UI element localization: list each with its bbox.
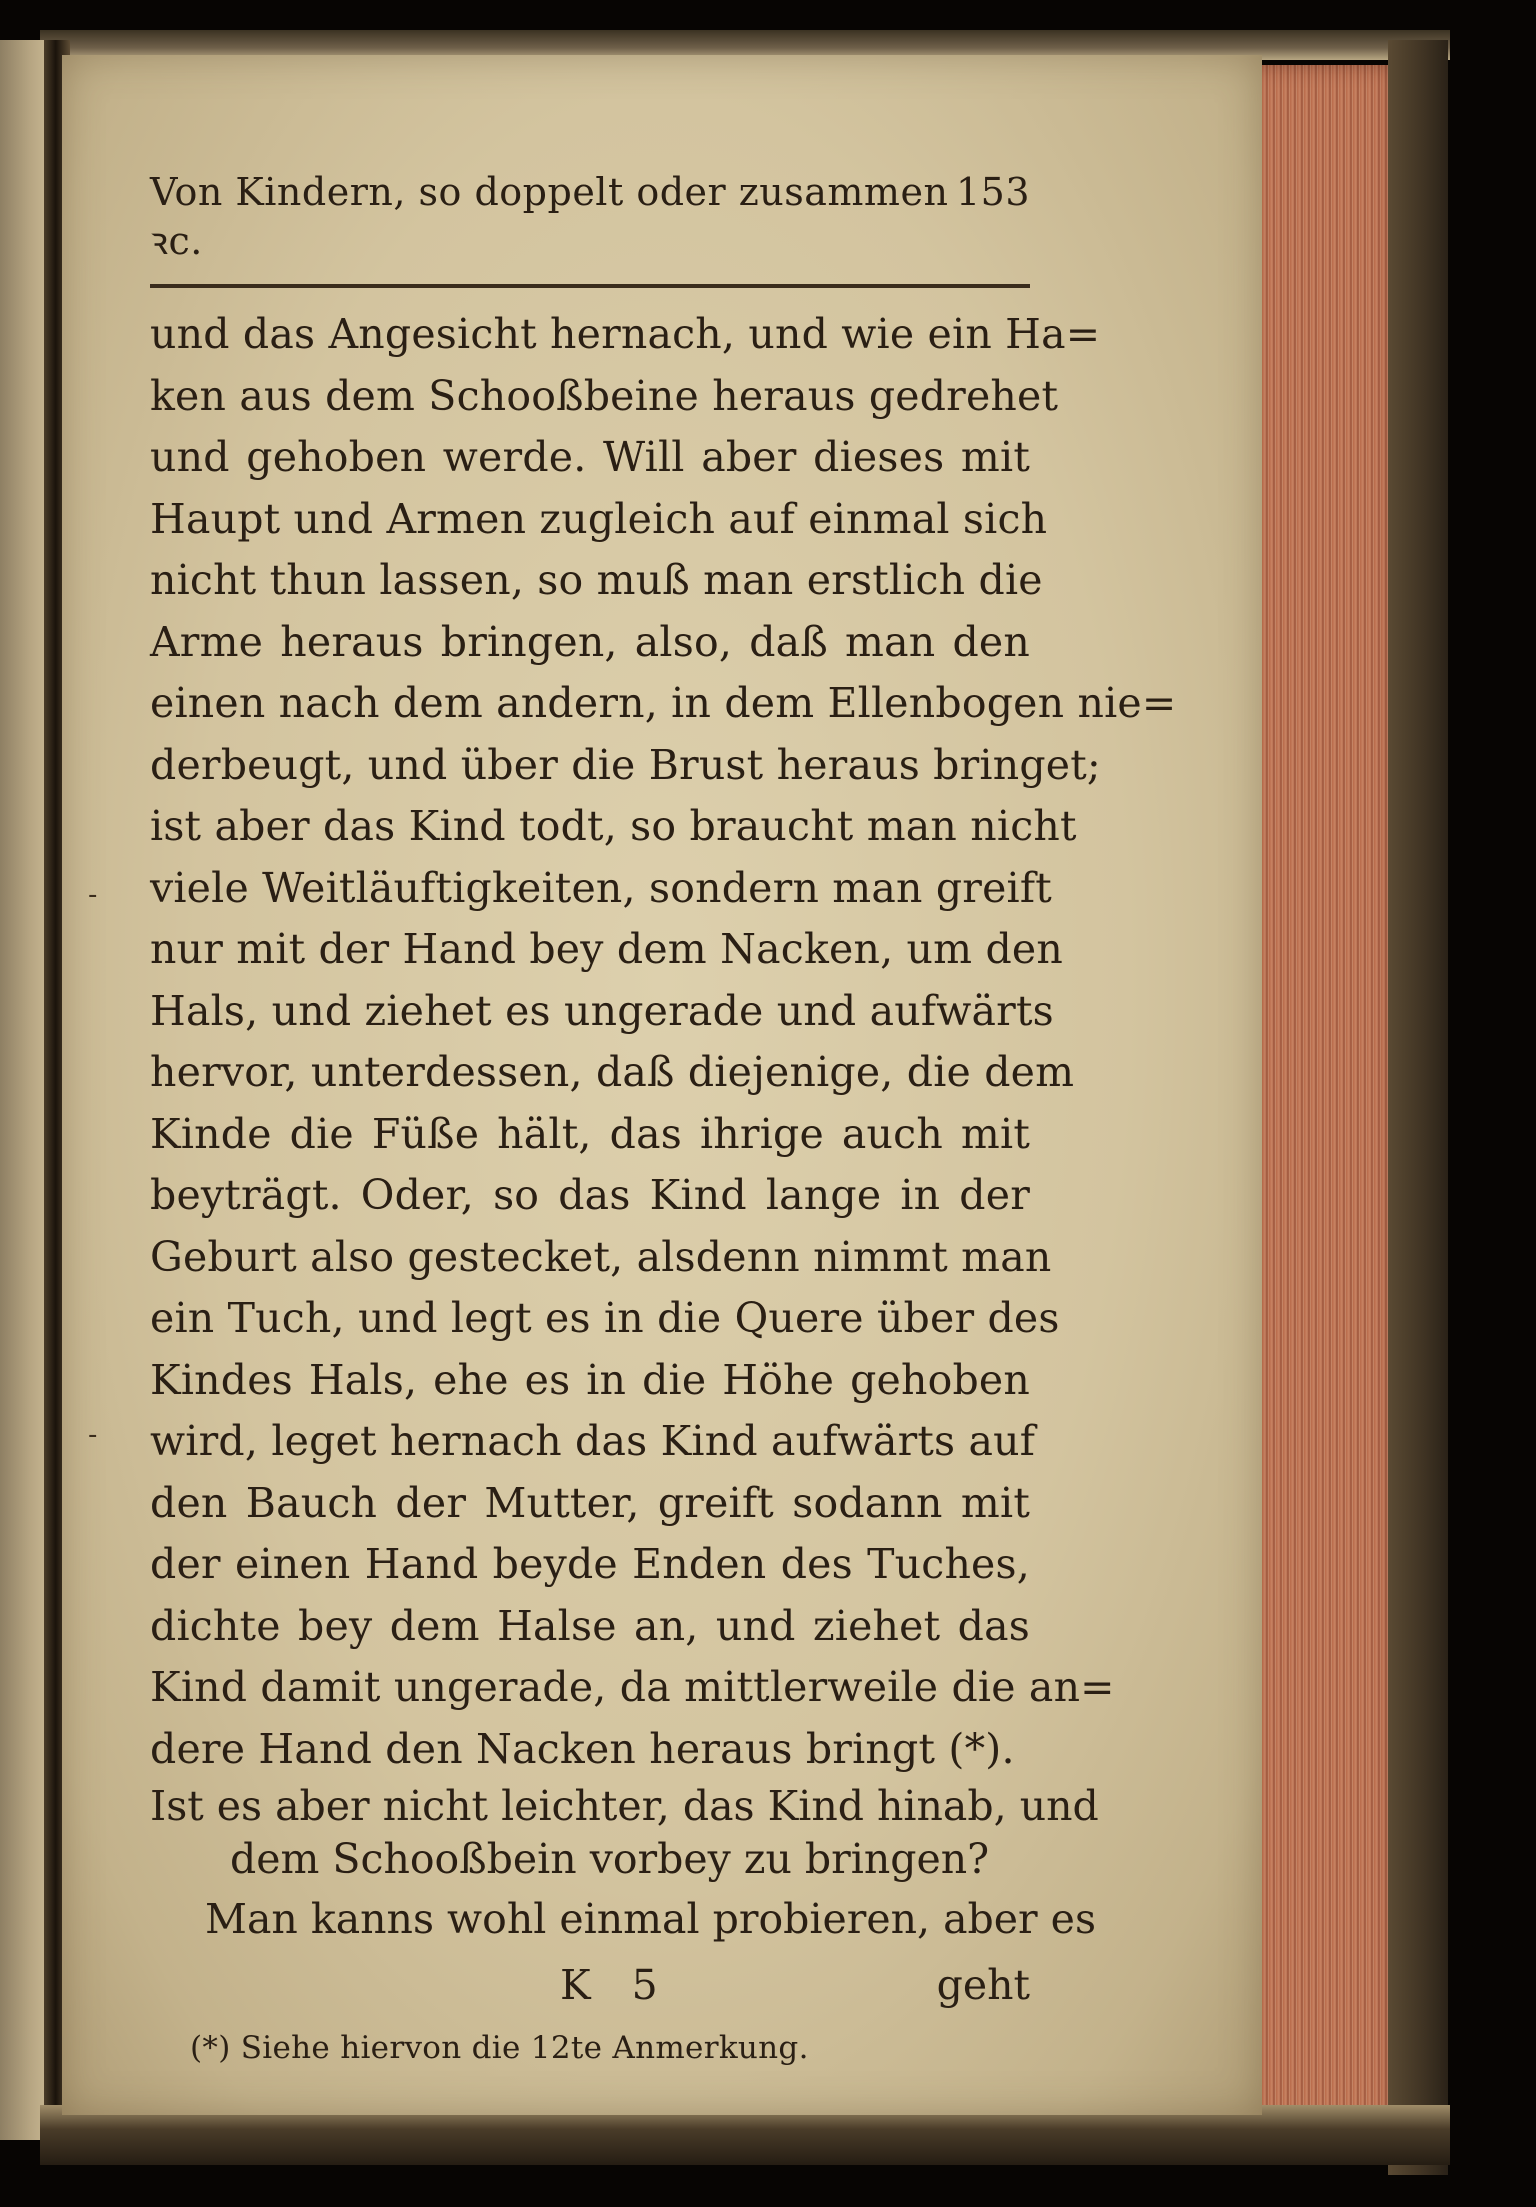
text-line: beyträgt. Oder, so das Kind lange in der <box>150 1171 1030 1219</box>
running-title: Von Kindern, so doppelt oder zusammen ꝛc. <box>150 170 949 263</box>
text-line: Hals, und ziehet es ungerade und aufwärts <box>150 986 1054 1035</box>
margin-dot: - <box>88 880 98 910</box>
text-line: ken aus dem Schooßbeine heraus gedrehet <box>150 371 1059 420</box>
text-line: dere Hand den Nacken heraus bringt (*). <box>150 1724 1015 1773</box>
text-line: Geburt also gestecket, alsdenn nimmt man <box>150 1232 1052 1281</box>
text-line: Arme heraus bringen, also, daß man den <box>150 617 1030 666</box>
text-line: und das Angesicht hernach, und wie ein Ha= <box>150 310 1101 358</box>
text-line: ist aber das Kind todt, so braucht man nicht <box>150 802 1077 850</box>
margin-dot: - <box>88 1420 98 1450</box>
text-line: Kindes Hals, ehe es in die Höhe gehoben <box>150 1355 1030 1404</box>
text-line: der einen Hand beyde Enden des Tuches, <box>150 1540 1030 1588</box>
printer-signature: K 5 <box>560 1961 672 2009</box>
book-cover-right-edge <box>1388 40 1448 2175</box>
text-line: und gehoben werde. Will aber dieses mit <box>150 433 1030 481</box>
text-line: einen nach dem andern, in dem Ellenbogen nie= <box>150 679 1177 727</box>
facing-page-edge <box>0 40 50 2140</box>
page-number: 153 <box>955 170 1030 214</box>
body-paragraph <box>150 304 1177 1780</box>
question-line: dem Schooßbein vorbey zu bringen? <box>230 1835 990 1883</box>
text-line: viele Weitläuftigkeiten, sondern man greift <box>150 863 1052 912</box>
answer-line: Man kanns wohl einmal probieren, aber es <box>205 1895 1096 1943</box>
text-line: Kinde die Füße hält, das ihrige auch mit <box>150 1109 1030 1158</box>
text-line: nur mit der Hand bey dem Nacken, um den <box>150 925 1063 973</box>
text-line: ein Tuch, und legt es in die Quere über des <box>150 1294 1060 1342</box>
footnote: (*) Siehe hiervon die 12te Anmerkung. <box>190 2030 809 2066</box>
question-line: Ist es aber nicht leichter, das Kind hinab, und <box>150 1782 1099 1830</box>
text-line: den Bauch der Mutter, greift sodann mit <box>150 1478 1030 1527</box>
text-line: Kind damit ungerade, da mittlerweile die an= <box>150 1663 1115 1711</box>
text-line: dichte bey dem Halse an, und ziehet das <box>150 1601 1030 1650</box>
page-block-fore-edge <box>1248 65 1396 2160</box>
running-header <box>150 170 1030 288</box>
catchword: geht <box>936 1961 1030 2009</box>
text-line: hervor, unterdessen, daß diejenige, die dem <box>150 1048 1075 1096</box>
page-text <box>150 170 1177 2066</box>
text-line: nicht thun lassen, so muß man erstlich die <box>150 556 1043 604</box>
text-line: wird, leget hernach das Kind aufwärts auf <box>150 1417 1036 1465</box>
text-line: Haupt und Armen zugleich auf einmal sich <box>150 494 1048 543</box>
signature-line <box>150 1952 1030 2018</box>
text-line: derbeugt, und über die Brust heraus bringet; <box>150 740 1101 789</box>
